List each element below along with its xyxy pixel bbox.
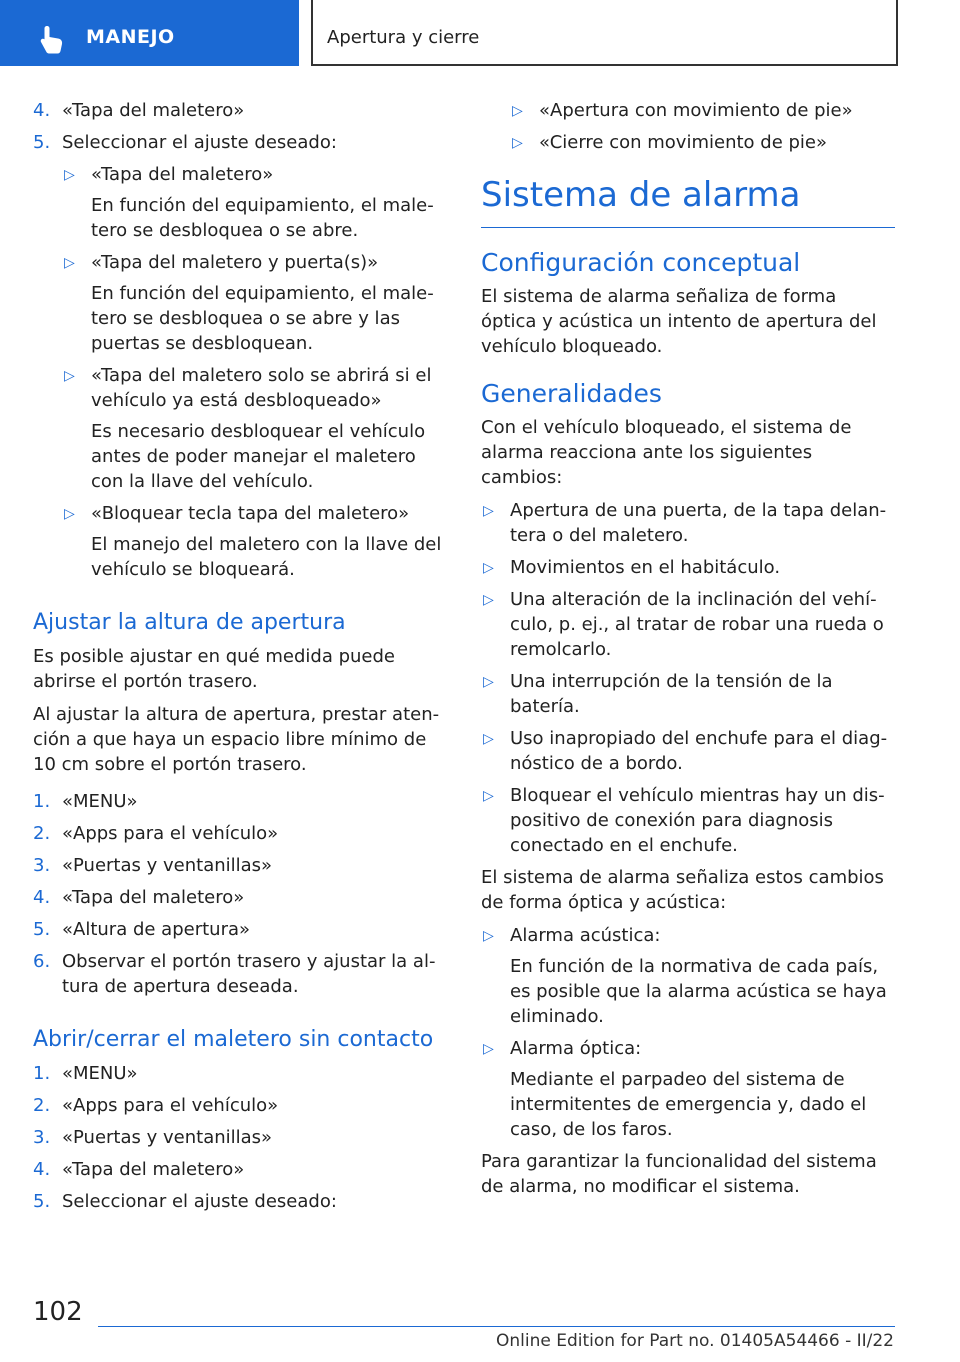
alarm-label: Alarma óptica: [510, 1038, 642, 1059]
section-tab [0, 0, 299, 66]
steps-list-c [33, 1061, 447, 1214]
change-item [481, 726, 895, 776]
option-label: «Tapa del maletero solo se abrirá si el vehículo ya está desbloqueado» [91, 365, 432, 411]
alarm-item [481, 923, 895, 1029]
step-item [33, 917, 447, 942]
footer-divider [98, 1326, 895, 1327]
change-text: Uso inapropiado del enchufe para el diagnóstico de a bordo. [510, 728, 888, 774]
step-item [33, 130, 447, 582]
step-number: 5. [33, 132, 51, 153]
step-text: «Tapa del maletero» [62, 887, 245, 908]
concept-heading: Configuración conceptual [481, 248, 801, 277]
option-label: «Bloquear tecla tapa del maletero» [91, 503, 410, 524]
step-item [33, 1157, 447, 1182]
height-heading: Ajustar la altura de apertura [33, 610, 346, 635]
option-item [62, 250, 447, 356]
hand-pointer-icon [38, 24, 66, 54]
option-label: «Tapa del maletero» [91, 164, 274, 185]
step-item [33, 1061, 447, 1086]
page-header [0, 0, 960, 66]
triangle-bullet-icon: ▷ [64, 167, 75, 183]
right-column [481, 98, 895, 1207]
alarm-description: Mediante el parpadeo del sistema de intermitentes de emergencia y, dado el caso, de los faros. [510, 1069, 867, 1140]
change-text: Una interrupción de la tensión de la batería. [510, 671, 833, 717]
option-description: Es necesario desbloquear el vehículo antes de poder manejar el maletero con la llave del vehículo. [91, 421, 426, 492]
triangle-bullet-icon: ▷ [483, 592, 494, 608]
general-paragraph: Con el vehículo bloqueado, el sistema de alarma reacciona ante los siguientes cambios: [481, 417, 852, 488]
change-text: Bloquear el vehículo mientras hay un dispositivo de conexión para diagnosis conectado en el enchufe. [510, 785, 885, 856]
steps-list-b [33, 789, 447, 999]
chapter-title: Apertura y cierre [327, 27, 480, 48]
section-title: Sistema de alarma [481, 175, 895, 228]
change-item [481, 587, 895, 662]
option-item [510, 98, 895, 123]
triangle-bullet-icon: ▷ [483, 674, 494, 690]
section-tab-label: MANEJO [86, 26, 175, 48]
step-text: «MENU» [62, 1063, 138, 1084]
option-item [62, 501, 447, 582]
change-item [481, 783, 895, 858]
option-description: En función del equipamiento, el maletero se desbloquea o se abre. [91, 195, 434, 241]
triangle-bullet-icon: ▷ [483, 1041, 494, 1057]
alarms-list [481, 923, 895, 1142]
step-item [33, 885, 447, 910]
option-item [62, 363, 447, 494]
step-number: 2. [33, 823, 51, 844]
changes-list [481, 498, 895, 858]
step-item [33, 853, 447, 878]
step-text: «Tapa del maletero» [62, 1159, 245, 1180]
change-item [481, 555, 895, 580]
step-number: 3. [33, 855, 51, 876]
step-text: «Puertas y ventanillas» [62, 855, 273, 876]
triangle-bullet-icon: ▷ [483, 560, 494, 576]
step-number: 6. [33, 951, 51, 972]
option-label: «Apertura con movimiento de pie» [539, 100, 853, 121]
step-text: «Altura de apertura» [62, 919, 251, 940]
step-text: Observar el portón trasero y ajustar la altura de apertura deseada. [62, 951, 436, 997]
option-label: «Tapa del maletero y puerta(s)» [91, 252, 379, 273]
height-paragraph-2: Al ajustar la altura de apertura, prestar atención a que haya un espacio libre mínimo de 10 cm sobre el portón trasero. [33, 704, 440, 775]
step-item [33, 1125, 447, 1150]
step-item [33, 821, 447, 846]
change-text: Apertura de una puerta, de la tapa delantera o del maletero. [510, 500, 887, 546]
chapter-box [311, 0, 898, 66]
step-text: «Apps para el vehículo» [62, 823, 279, 844]
step-text: «Puertas y ventanillas» [62, 1127, 273, 1148]
triangle-bullet-icon: ▷ [64, 506, 75, 522]
triangle-bullet-icon: ▷ [512, 135, 523, 151]
height-paragraph-1: Es posible ajustar en qué medida puede abrirse el portón trasero. [33, 646, 395, 692]
triangle-bullet-icon: ▷ [483, 503, 494, 519]
step-item [33, 98, 447, 123]
triangle-bullet-icon: ▷ [483, 731, 494, 747]
triangle-bullet-icon: ▷ [64, 255, 75, 271]
alarm-description: En función de la normativa de cada país, es posible que la alarma acústica se haya eliminado. [510, 956, 887, 1027]
step-item [33, 1189, 447, 1214]
contactless-heading: Abrir/cerrar el maletero sin contacto [33, 1027, 434, 1052]
step-item [33, 949, 447, 999]
options-list-a [62, 162, 447, 582]
step-text: Seleccionar el ajuste deseado: [62, 132, 337, 153]
triangle-bullet-icon: ▷ [64, 368, 75, 384]
change-text: Una alteración de la inclinación del vehículo, p. ej., al tratar de robar una rueda o remolcarlo. [510, 589, 884, 660]
change-text: Movimientos en el habitáculo. [510, 557, 781, 578]
page-number: 102 [33, 1297, 83, 1327]
option-item [62, 162, 447, 243]
step-item [33, 1093, 447, 1118]
step-number: 4. [33, 100, 51, 121]
change-item [481, 498, 895, 548]
triangle-bullet-icon: ▷ [483, 788, 494, 804]
step-number: 5. [33, 1191, 51, 1212]
option-description: El manejo del maletero con la llave del vehículo se bloqueará. [91, 534, 442, 580]
step-number: 1. [33, 791, 51, 812]
options-list-top [481, 98, 895, 155]
alarm-label: Alarma acústica: [510, 925, 661, 946]
option-label: «Cierre con movimiento de pie» [539, 132, 828, 153]
triangle-bullet-icon: ▷ [512, 103, 523, 119]
option-description: En función del equipamiento, el maletero se desbloquea o se abre y las puertas se desbloquean. [91, 283, 434, 354]
closing-paragraph: Para garantizar la funcionalidad del sistema de alarma, no modificar el sistema. [481, 1151, 877, 1197]
step-text: «Tapa del maletero» [62, 100, 245, 121]
signal-paragraph: El sistema de alarma señaliza estos cambios de forma óptica y acústica: [481, 867, 884, 913]
alarm-item [481, 1036, 895, 1142]
step-number: 4. [33, 1159, 51, 1180]
step-number: 3. [33, 1127, 51, 1148]
left-column [33, 98, 447, 1221]
step-number: 5. [33, 919, 51, 940]
change-item [481, 669, 895, 719]
step-text: Seleccionar el ajuste deseado: [62, 1191, 337, 1212]
step-number: 4. [33, 887, 51, 908]
step-number: 2. [33, 1095, 51, 1116]
step-number: 1. [33, 1063, 51, 1084]
concept-paragraph: El sistema de alarma señaliza de forma óptica y acústica un intento de apertura del vehículo bloqueado. [481, 286, 877, 357]
step-item [33, 789, 447, 814]
steps-list-a [33, 98, 447, 582]
step-text: «Apps para el vehículo» [62, 1095, 279, 1116]
step-text: «MENU» [62, 791, 138, 812]
general-heading: Generalidades [481, 379, 662, 408]
triangle-bullet-icon: ▷ [483, 928, 494, 944]
option-item [510, 130, 895, 155]
footer-edition: Online Edition for Part no. 01405A54466 - II/22 [495, 1331, 894, 1351]
